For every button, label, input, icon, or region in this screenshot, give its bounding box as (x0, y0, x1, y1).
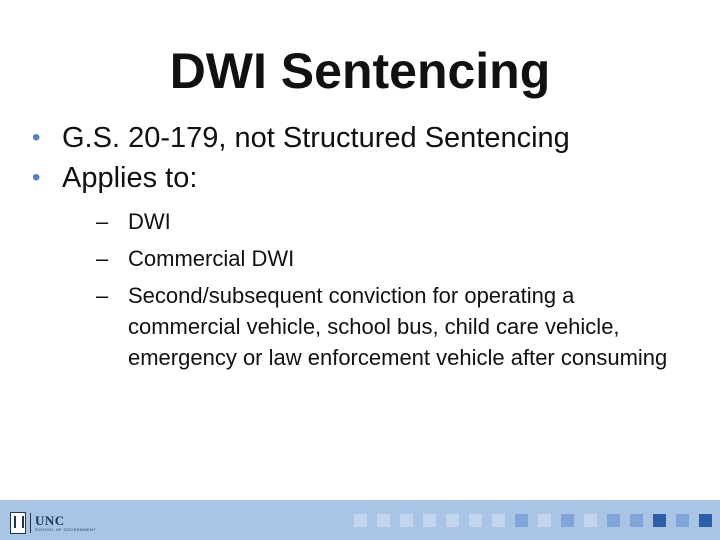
sub-item-text: Second/subsequent conviction for operating a commercial vehicle, school bus, child care vehicle, emergency or law enforcement vehicle after consuming (128, 283, 668, 370)
footer-square (653, 514, 666, 527)
dash-icon: – (96, 246, 109, 271)
sub-item-text: DWI (128, 209, 171, 234)
footer-square (676, 514, 689, 527)
old-well-icon (10, 512, 26, 534)
footer-square (423, 514, 436, 527)
dash-icon: – (96, 209, 109, 234)
sub-item (96, 243, 682, 274)
footer-square (377, 514, 390, 527)
footer-squares (354, 514, 712, 527)
bullet-text: G.S. 20-179, not Structured Sentencing (62, 122, 570, 154)
footer-square (400, 514, 413, 527)
footer-square (354, 514, 367, 527)
footer-square (538, 514, 551, 527)
footer-square (607, 514, 620, 527)
bullet-text: Applies to: (62, 162, 198, 194)
footer-square (561, 514, 574, 527)
logo-divider (30, 513, 31, 533)
footer-square (584, 514, 597, 527)
sub-list (96, 206, 682, 373)
footer-square (699, 514, 712, 527)
footer-square (630, 514, 643, 527)
footer-square (469, 514, 482, 527)
sub-item (96, 206, 682, 237)
unc-logo (10, 512, 96, 534)
footer-square (492, 514, 505, 527)
sub-item (96, 280, 682, 373)
bullet-dot-icon: • (32, 124, 41, 151)
bullet-item (32, 118, 682, 158)
logo-subtext: SCHOOL OF GOVERNMENT (35, 527, 97, 532)
logo-unc-text: UNC (35, 513, 65, 528)
logo-text (35, 514, 96, 532)
dash-icon: – (96, 283, 109, 308)
footer-square (515, 514, 528, 527)
sub-item-text: Commercial DWI (128, 246, 295, 271)
footer-square (446, 514, 459, 527)
bullet-item (32, 158, 682, 198)
bullet-list (32, 118, 682, 379)
bullet-dot-icon: • (32, 164, 41, 191)
slide-title: DWI Sentencing (169, 43, 551, 99)
